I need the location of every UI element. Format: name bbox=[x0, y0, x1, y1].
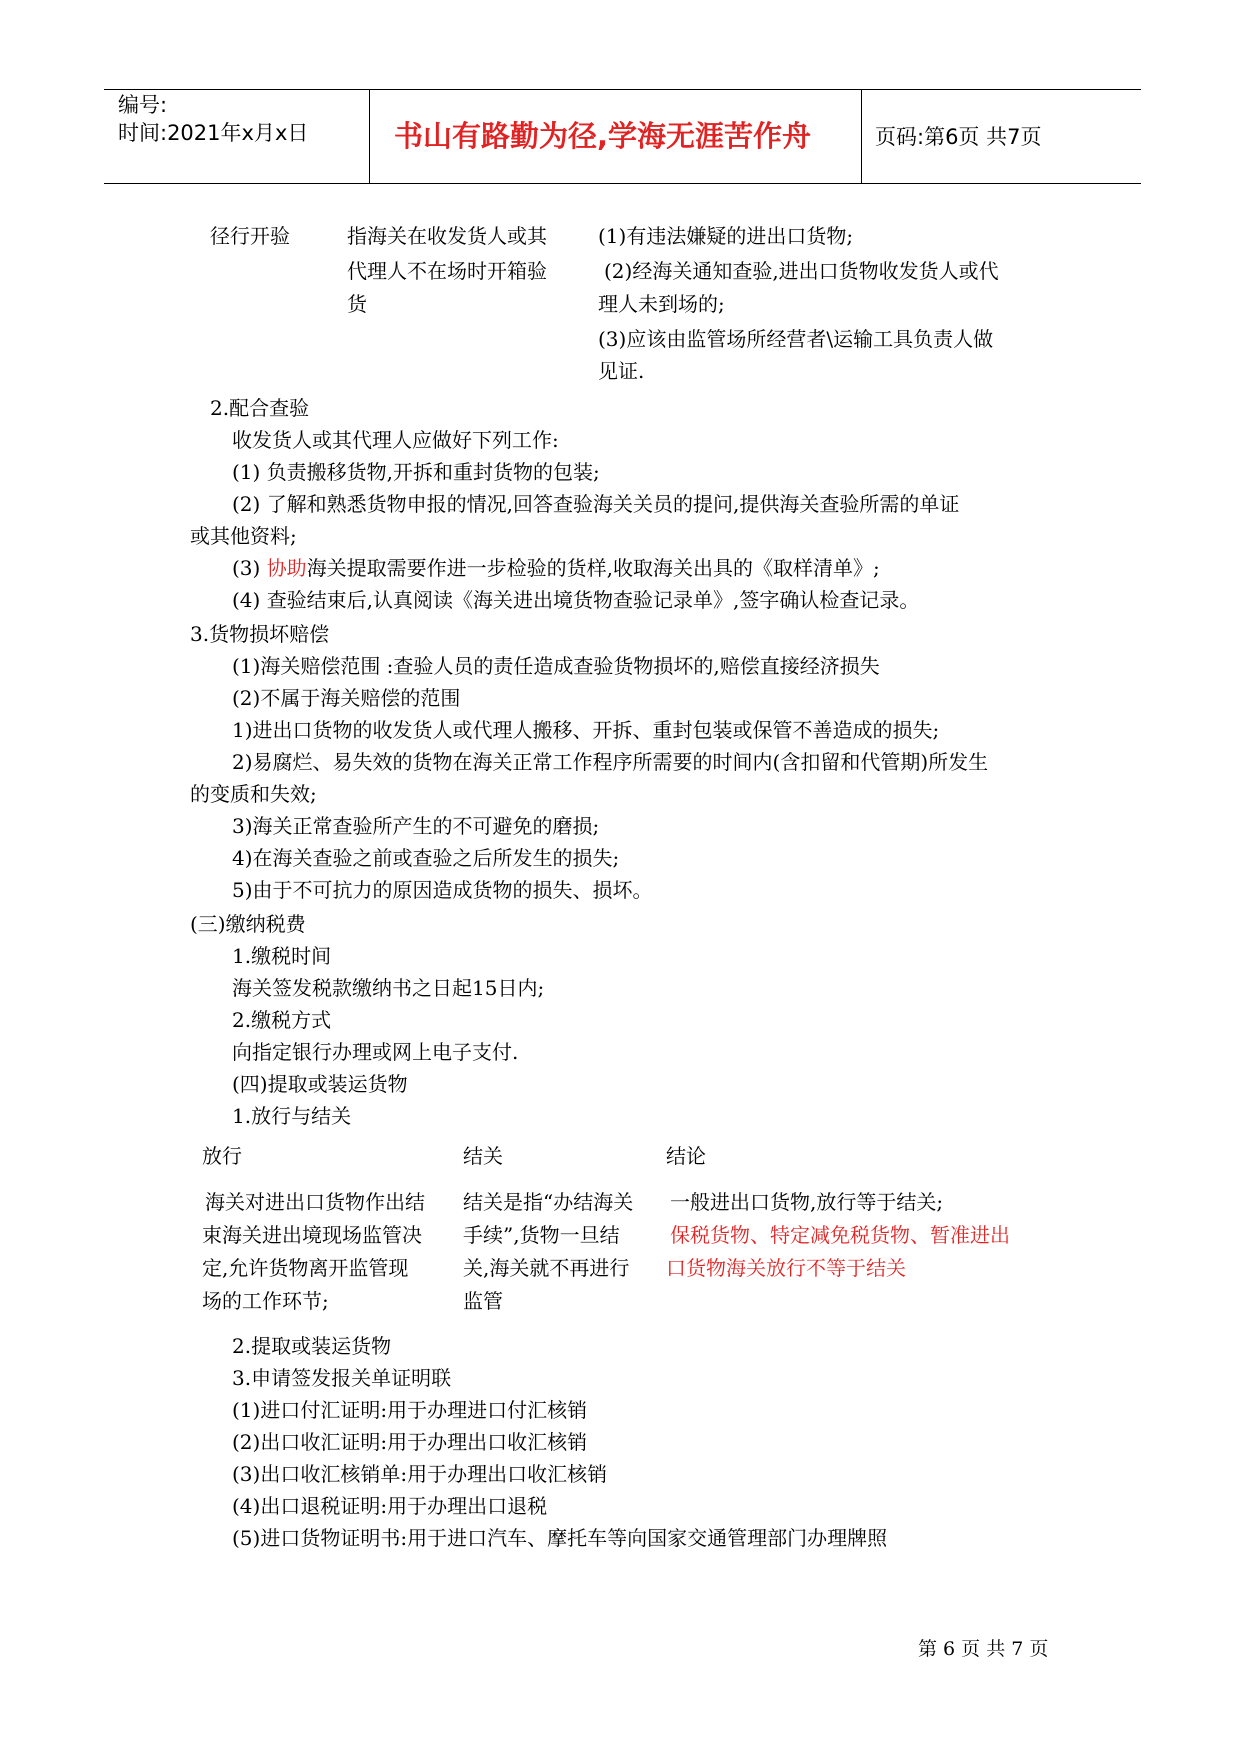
subsection-title: 2.缴税方式 bbox=[232, 1008, 332, 1032]
table1-condition-line: (2)经海关通知查验,进出口货物收发货人或代 bbox=[604, 259, 999, 283]
list-item: 3)海关正常查验所产生的不可避免的磨损; bbox=[232, 814, 600, 838]
page-footer: 第 6 页 共 7 页 bbox=[918, 1638, 1049, 1660]
table1-definition-line: 代理人不在场时开箱验 bbox=[347, 259, 547, 283]
table1-definition-line: 指海关在收发货人或其 bbox=[347, 224, 547, 248]
table2-cell-line: 场的工作环节; bbox=[202, 1289, 329, 1313]
table1-condition-line: 见证. bbox=[598, 359, 645, 383]
page-indicator: 页码:第6页 共7页 bbox=[875, 125, 1042, 149]
table2-cell-line: 手续”,货物一旦结 bbox=[463, 1223, 620, 1247]
subsection-title: 1.放行与结关 bbox=[232, 1104, 352, 1128]
header-bottom-rule bbox=[104, 183, 1141, 184]
table1-condition-line: (3)应该由监管场所经营者\运输工具负责人做 bbox=[598, 327, 994, 351]
table2-cell-line-highlight: 口货物海关放行不等于结关 bbox=[666, 1256, 906, 1280]
table2-header: 结关 bbox=[463, 1144, 503, 1168]
table2-cell-line: 定,允许货物离开监管现 bbox=[202, 1256, 409, 1280]
section-title: 2.配合查验 bbox=[210, 396, 310, 420]
table2-cell-line: 结关是指“办结海关 bbox=[463, 1190, 634, 1214]
table1-term: 径行开验 bbox=[210, 224, 290, 248]
list-item-continued: 或其他资料; bbox=[190, 524, 297, 548]
list-item bbox=[232, 558, 880, 578]
paragraph: 向指定银行办理或网上电子支付. bbox=[232, 1040, 519, 1064]
list-item: 1)进出口货物的收发货人或代理人搬移、开拆、重封包装或保管不善造成的损失; bbox=[232, 718, 940, 742]
table2-cell-line: 监管 bbox=[463, 1289, 503, 1313]
list-item: 5)由于不可抗力的原因造成货物的损失、损坏。 bbox=[232, 878, 653, 902]
list-item: (5)进口货物证明书:用于进口汽车、摩托车等向国家交通管理部门办理牌照 bbox=[232, 1526, 888, 1550]
list-item: (2)出口收汇证明:用于办理出口收汇核销 bbox=[232, 1430, 588, 1454]
list-item-text: 海关提取需要作进一步检验的货样,收取海关出具的《取样清单》; bbox=[306, 556, 880, 580]
section-title: (三)缴纳税费 bbox=[190, 912, 306, 936]
paragraph: 海关签发税款缴纳书之日起15日内; bbox=[232, 976, 545, 1000]
list-item: (3)出口收汇核销单:用于办理出口收汇核销 bbox=[232, 1462, 608, 1486]
doc-date-label: 时间:2021年x月x日 bbox=[118, 121, 309, 145]
list-item: (2)不属于海关赔偿的范围 bbox=[232, 686, 461, 710]
subsection-title: 2.提取或装运货物 bbox=[232, 1334, 392, 1358]
list-item-number: (3) bbox=[232, 556, 267, 580]
subsection-title: 3.申请签发报关单证明联 bbox=[232, 1366, 452, 1390]
list-item: (4) 查验结束后,认真阅读《海关进出境货物查验记录单》,签字确认检查记录。 bbox=[232, 588, 920, 612]
table2-cell-line: 一般进出口货物,放行等于结关; bbox=[670, 1190, 944, 1214]
list-item: 4)在海关查验之前或查验之后所发生的损失; bbox=[232, 846, 620, 870]
section-title: (四)提取或装运货物 bbox=[232, 1072, 408, 1096]
table1-condition-line: 理人未到场的; bbox=[598, 292, 725, 316]
doc-number-label: 编号: bbox=[118, 93, 168, 117]
table2-cell-line: 海关对进出口货物作出结 bbox=[205, 1190, 425, 1214]
table2-header: 结论 bbox=[666, 1144, 706, 1168]
header-top-rule bbox=[104, 89, 1141, 90]
list-item: (1)进口付汇证明:用于办理进口付汇核销 bbox=[232, 1398, 588, 1422]
list-item: (2) 了解和熟悉货物申报的情况,回答查验海关关员的提问,提供海关查验所需的单证 bbox=[232, 492, 960, 516]
list-item: (1)海关赔偿范围 :查验人员的责任造成查验货物损坏的,赔偿直接经济损失 bbox=[232, 654, 880, 678]
table2-cell-line-highlight: 保税货物、特定减免税货物、暂准进出 bbox=[670, 1223, 1010, 1247]
section-title: 3.货物损坏赔偿 bbox=[190, 622, 330, 646]
header-divider-right bbox=[861, 90, 862, 184]
list-item: (4)出口退税证明:用于办理出口退税 bbox=[232, 1494, 548, 1518]
list-item: 2)易腐烂、易失效的货物在海关正常工作程序所需要的时间内(含扣留和代管期)所发生 bbox=[232, 750, 989, 774]
header-divider-left bbox=[369, 90, 370, 184]
highlighted-text: 协助 bbox=[266, 556, 307, 580]
subsection-title: 1.缴税时间 bbox=[232, 944, 332, 968]
table2-cell-line: 关,海关就不再进行 bbox=[463, 1256, 630, 1280]
table2-header: 放行 bbox=[202, 1144, 242, 1168]
list-item: (1) 负责搬移货物,开拆和重封货物的包装; bbox=[232, 460, 600, 484]
table1-condition-line: (1)有违法嫌疑的进出口货物; bbox=[598, 224, 854, 248]
table1-definition-line: 货 bbox=[347, 292, 367, 316]
paragraph: 收发货人或其代理人应做好下列工作: bbox=[232, 428, 559, 452]
table2-cell-line: 束海关进出境现场监管决 bbox=[202, 1223, 422, 1247]
list-item-continued: 的变质和失效; bbox=[190, 782, 317, 806]
header-motto: 书山有路勤为径,学海无涯苦作舟 bbox=[394, 119, 812, 153]
